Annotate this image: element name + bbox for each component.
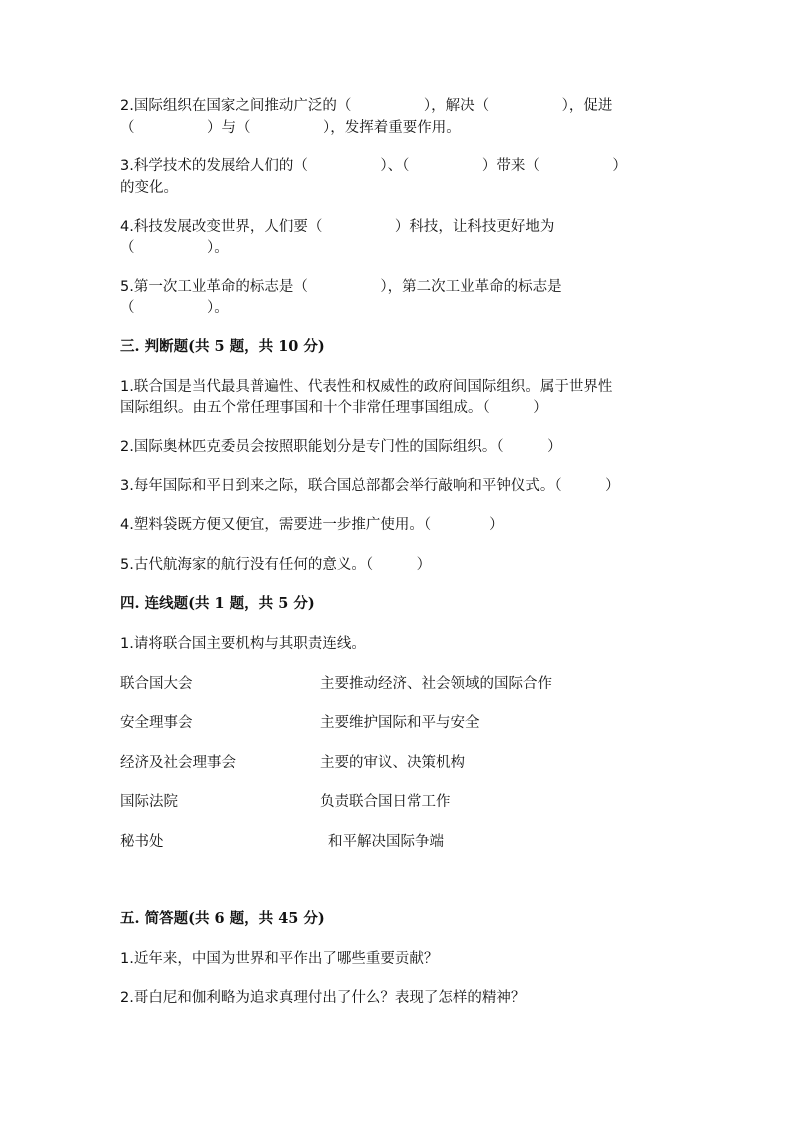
fill-q4-line1: 4.科技发展改变世界，人们要（ ）科技，让科技更好地为	[120, 219, 555, 235]
match-right-item: 主要推动经济、社会领域的国际合作	[320, 676, 552, 692]
judge-q5: 5.古代航海家的航行没有任何的意义。（ ）	[120, 557, 432, 573]
judge-q2: 2.国际奥林匹克委员会按照职能划分是专门性的国际组织。（ ）	[120, 439, 562, 455]
fill-q3-line2: 的变化。	[120, 180, 178, 196]
section-title-short: 五. 简答题(共 6 题，共 45 分)	[120, 910, 325, 927]
match-right-item: 负责联合国日常工作	[320, 794, 451, 810]
short-q2: 2.哥白尼和伽利略为追求真理付出了什么？表现了怎样的精神？	[120, 990, 526, 1006]
judge-q4: 4.塑料袋既方便又便宜，需要进一步推广使用。（ ）	[120, 517, 504, 533]
fill-q2-line2: （ ）与（ ），发挥着重要作用。	[120, 120, 461, 136]
section-title-judge: 三. 判断题(共 5 题，共 10 分)	[120, 338, 325, 355]
fill-q2-line1: 2.国际组织在国家之间推动广泛的（ ），解决（ ），促进	[120, 98, 613, 114]
match-right-item: 主要的审议、决策机构	[320, 755, 465, 771]
match-prompt: 1.请将联合国主要机构与其职责连线。	[120, 636, 366, 652]
short-q1: 1.近年来，中国为世界和平作出了哪些重要贡献？	[120, 951, 439, 967]
fill-q5-line2: （ ）。	[120, 300, 229, 316]
match-left-item: 国际法院	[120, 794, 178, 810]
judge-q3: 3.每年国际和平日到来之际，联合国总部都会举行敲响和平钟仪式。（ ）	[120, 478, 620, 494]
fill-q5-line1: 5.第一次工业革命的标志是（ ），第二次工业革命的标志是	[120, 279, 562, 295]
match-left-item: 联合国大会	[120, 676, 193, 692]
match-left-item: 经济及社会理事会	[120, 755, 236, 771]
match-right-item: 和平解决国际争端	[328, 834, 444, 850]
match-left-item: 安全理事会	[120, 715, 193, 731]
judge-q1-line2: 国际组织。由五个常任理事国和十个非常任理事国组成。（ ）	[120, 400, 548, 416]
match-left-item: 秘书处	[120, 834, 164, 850]
fill-q3-line1: 3.科学技术的发展给人们的（ ）、（ ）带来（ ）	[120, 158, 627, 174]
fill-q4-line2: （ ）。	[120, 240, 229, 256]
section-title-match: 四. 连线题(共 1 题，共 5 分)	[120, 595, 315, 612]
judge-q1-line1: 1.联合国是当代最具普遍性、代表性和权威性的政府间国际组织。属于世界性	[120, 379, 613, 395]
match-right-item: 主要维护国际和平与安全	[320, 715, 480, 731]
